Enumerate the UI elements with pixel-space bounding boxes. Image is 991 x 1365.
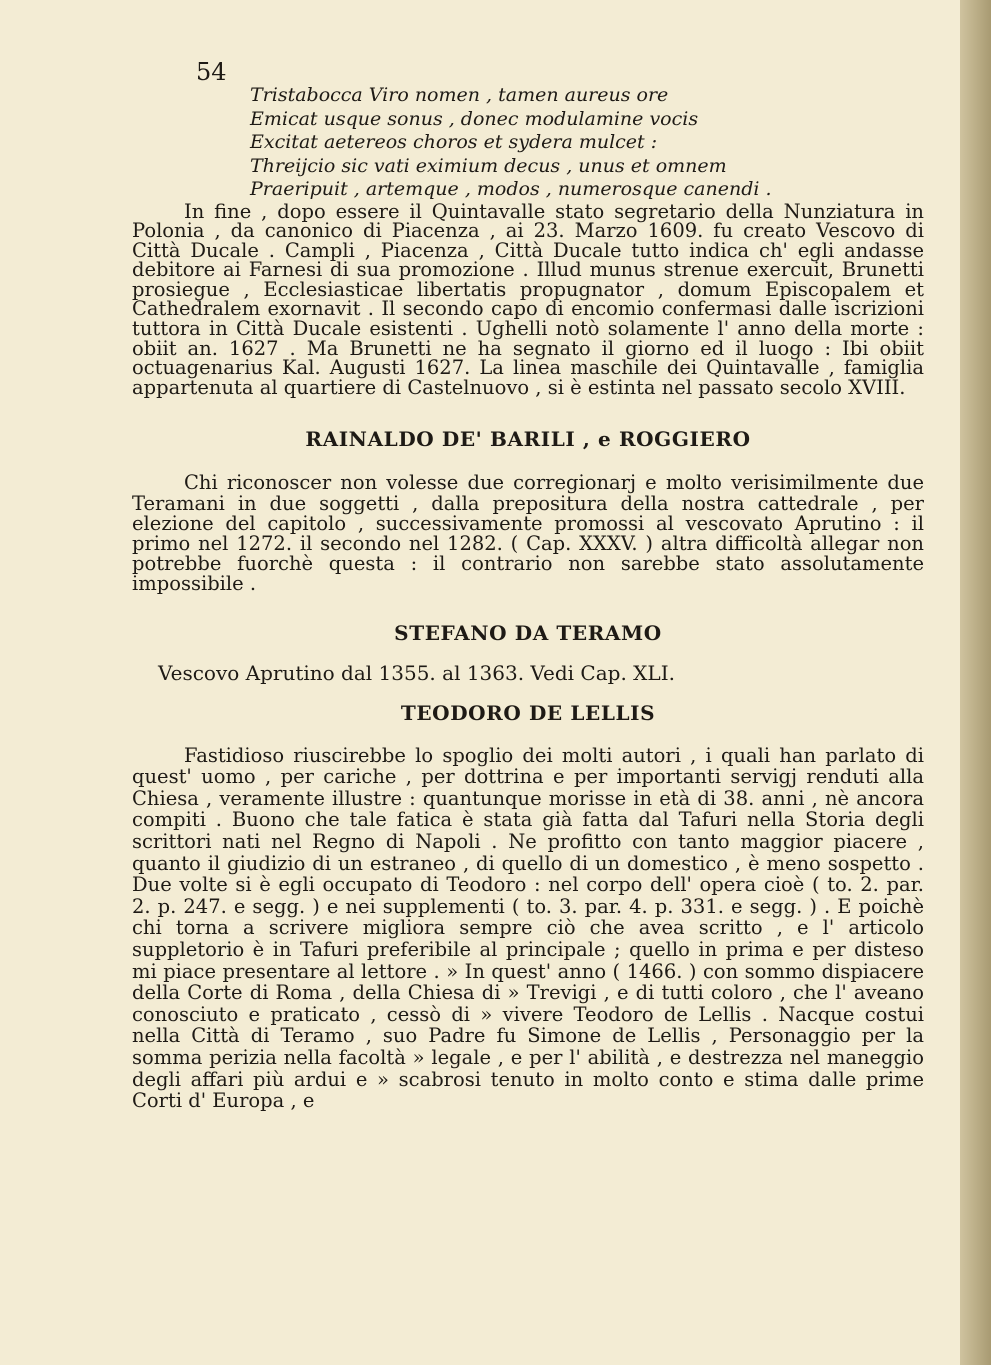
book-gutter (960, 0, 991, 1365)
paragraph-quintavalle: In fine , dopo essere il Quintavalle stato segretario della Nunziatura in Polonia , da canonico di Piacenza , ai 23. Marzo 1609. fu creato Vescovo di Città Ducale . Campli , Piacenza , Città Ducale tutto indica ch' egli andasse debitore ai Farnesi di sua promozione . Illud munus strenue exercuit, Brunetti prosiegue , Ecclesiasticae libertatis propugnator , domum Episcopalem et Cathedralem exornavit . Il secondo capo di encomio confermasi dalle iscrizioni tuttora in Città Ducale esistenti . Ughelli notò solamente l' anno della morte : obiit an. 1627 . Ma Brunetti ne ha segnato il giorno ed il luogo : Ibi obiit octuagenarius Kal. Augusti 1627. La linea maschile dei Quintavalle , famiglia appartenuta al quartiere di Castelnuovo , si è estinta nel passato secolo XVIII. (132, 199, 924, 399)
verse-line: Threijcio sic vati eximium decus , unus et omnem (250, 154, 727, 177)
page-number: 54 (196, 58, 227, 86)
page-text (132, 84, 924, 1112)
latin-verse (132, 84, 924, 202)
paragraph-rainaldo: Chi riconoscer non volesse due corregionarj e molto verisimilmente due Teramani in due soggetti , dalla prepositura della nostra cattedrale , per elezione del capitolo , successivamente promossi al vescovato Aprutino : il primo nel 1272. il secondo nel 1282. ( Cap. XXXV. ) altra difficoltà allegar non potrebbe fuorchè questa : il contrario non sarebbe stato assolutamente impossibile . (132, 471, 924, 596)
verse-line: Excitat aetereos choros et sydera mulcet : (250, 131, 658, 153)
heading-rainaldo: RAINALDO DE' BARILI , e ROGGIERO (305, 427, 751, 452)
stefano-line: Vescovo Aprutino dal 1355. al 1363. Vedi Cap. XLI. (158, 660, 675, 685)
heading-stefano: STEFANO DA TERAMO (394, 620, 662, 645)
heading-teodoro: TEODORO DE LELLIS (400, 700, 656, 725)
paragraph-teodoro: Fastidioso riuscirebbe lo spoglio dei molti autori , i quali han parlato di quest' uomo , per cariche , per dottrina e per importanti servigj renduti alla Chiesa , veramente illustre : quantunque morisse in età di 38. anni , nè ancora compiti . Buono che tale fatica è stata già fatta dal Tafuri nella Storia degli scrittori nati nel Regno di Napoli . Ne profitto con tanto maggior piacere , quanto il giudizio di un estraneo , di quello di un domestico , è meno sospetto . Due volte si è egli occupato di Teodoro : nel corpo dell' opera cioè ( to. 2. par. 2. p. 247. e segg. ) e nei supplementi ( to. 3. par. 4. p. 331. e segg. ) . E poichè chi torna a scrivere migliora sempre ciò che avea scritto , e l' articolo suppletorio è in Tafuri preferibile al principale ; quello in prima e per disteso mi piace presentare al lettore . » In quest' anno ( 1466. ) con sommo dispiacere della Corte di Roma , della Chiesa di » Trevigi , e di tutti coloro , che l' aveano conosciuto e praticato , cessò di » vivere Teodoro de Lellis . Nacque costui nella Città di Teramo , suo Padre fu Simone de Lellis , Personaggio per la somma perizia nella facoltà » legale , e per l' abilità , e destrezza nel maneggio degli affari più ardui e » scabrosi tenuto in molto conto e stima dalle prime Corti d' Europa , e (132, 743, 924, 1113)
verse-line: Tristabocca Viro nomen , tamen aureus ore (250, 84, 669, 106)
verse-line: Praeripuit , artemque , modos , numerosque canendi . (250, 178, 772, 200)
verse-line: Emicat usque sonus , donec modulamine vocis (250, 107, 699, 130)
